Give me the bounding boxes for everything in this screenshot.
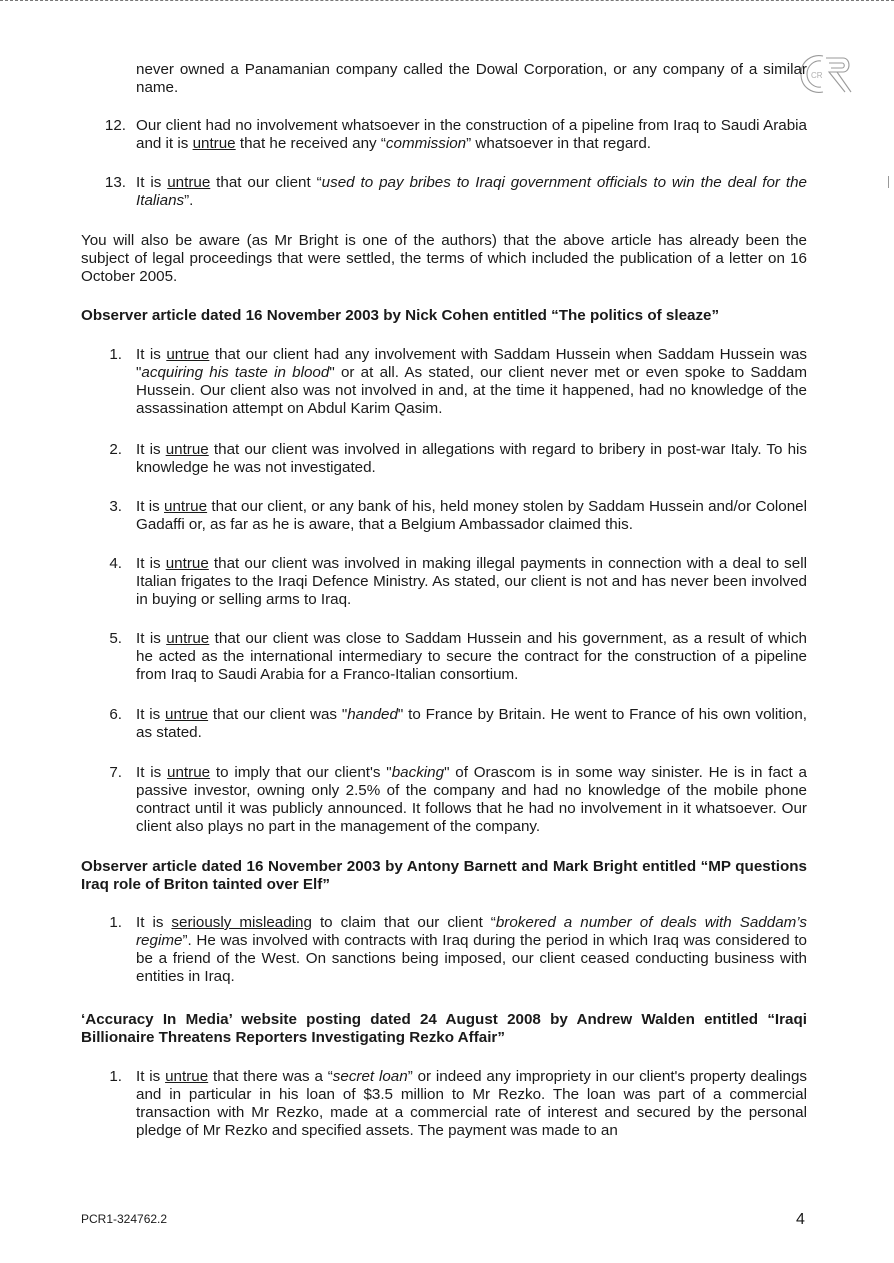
underlined-text: untrue <box>167 174 211 191</box>
text-run: " or at all. As stated, our client never met or even spoke to Saddam Hussein. Our client also was not involved in and, at the time it happened, had no knowledge of the assassination attempt on Abdul Karim Qasim. <box>136 364 807 417</box>
settlement-paragraph: You will also be aware (as Mr Bright is one of the authors) that the above article has already been the subject of legal proceedings that were settled, the terms of which included the publication of a letter on 16 October 2005. <box>81 232 807 285</box>
text-run: ” whatsoever in that regard. <box>466 135 651 152</box>
underlined-text: untrue <box>166 346 210 363</box>
s1-item-6-text <box>136 706 807 742</box>
intro-item-13-number: 13. <box>104 174 126 191</box>
s3-item-1-text <box>136 1068 807 1140</box>
s1-item-7-text <box>136 764 807 836</box>
s1-item-5-number: 5. <box>109 630 122 647</box>
text-run: It is <box>136 764 168 781</box>
section-heading-accuracy-in-media: ‘Accuracy In Media’ website posting dated 24 August 2008 by Andrew Walden entitled “Iraqi Billionaire Threatens Reporters Investigating Rezko Affair” <box>81 1011 807 1046</box>
page-number: 4 <box>796 1211 805 1228</box>
italic-quote: brokered a number of deals with Saddam’s regime <box>136 914 807 949</box>
underlined-text: untrue <box>165 555 209 572</box>
underlined-text: untrue <box>192 135 236 152</box>
text-run: that our client “ <box>210 174 322 191</box>
s1-item-1-text <box>136 346 807 418</box>
s2-item-1-number: 1. <box>109 914 122 931</box>
text-run: ”. <box>184 192 194 209</box>
italic-quote: used to pay bribes to Iraqi government officials to win the deal for the Italians <box>136 174 807 209</box>
underlined-text: untrue <box>164 498 208 515</box>
text-run: " to France by Britain. He went to France of his own volition, as stated. <box>136 706 807 741</box>
text-run: It is <box>136 914 172 931</box>
text-run: It is <box>136 706 166 723</box>
underlined-text: untrue <box>167 764 211 781</box>
text-run: never owned a Panamanian company called the Dowal Corporation, or any company of a similar name. <box>136 61 807 96</box>
s1-item-5-text <box>136 630 807 684</box>
s1-item-4-text <box>136 555 807 609</box>
text-run: " of Orascom is in some way sinister. He is in fact a passive investor, owning only 2.5% of the company and had no knowledge of the mobile phone contract until it was publicly announced. It follows that he had no involvement in it whatsoever. Our client also plays no part in the management of the company. <box>136 764 807 835</box>
underlined-text: untrue <box>165 1068 209 1085</box>
underlined-text: seriously misleading <box>171 914 312 931</box>
document-reference: PCR1-324762.2 <box>81 1212 168 1226</box>
s1-item-3-text <box>136 498 807 534</box>
italic-quote: handed <box>347 706 398 723</box>
text-run: that our client was close to Saddam Hussein and his government, as a result of which he acted as the international intermediary to secure the contract for the construction of a pipeline from Iraq to Saudi Arabia for a Franco-Italian consortium. <box>136 630 807 683</box>
intro-item-13-text <box>136 174 807 210</box>
intro-item-continued <box>136 61 807 97</box>
text-run: that our client was involved in allegations with regard to bribery in post-war Italy. To his knowledge he was not investigated. <box>136 441 807 476</box>
text-run: that he received any “ <box>235 135 386 152</box>
text-run: to imply that our client's " <box>210 764 392 781</box>
section-heading-nick-cohen: Observer article dated 16 November 2003 by Nick Cohen entitled “The politics of sleaze” <box>81 307 720 324</box>
italic-quote: secret loan <box>332 1068 408 1085</box>
text-run: It is <box>136 498 165 515</box>
text-run: ” or indeed any impropriety in our client's property dealings and in particular in his loan of $3.5 million to Mr Rezko. The loan was part of a commercial transaction with Mr Rezko, made at a commercial rate of interest and secured by the personal pledge of Mr Rezko and specified assets. The payment was made to an <box>136 1068 807 1139</box>
s1-item-4-number: 4. <box>109 555 122 572</box>
s1-item-3-number: 3. <box>109 498 122 515</box>
text-run: to claim that our client “ <box>311 914 496 931</box>
s1-item-1-number: 1. <box>109 346 122 363</box>
italic-quote: commission <box>385 135 467 152</box>
text-run: It is <box>136 1068 166 1085</box>
s1-item-2-number: 2. <box>109 441 122 458</box>
italic-quote: backing <box>391 764 445 781</box>
margin-mark <box>888 176 889 188</box>
text-run: that there was a “ <box>208 1068 333 1085</box>
intro-item-12-text <box>136 117 807 153</box>
text-run: that our client had any involvement with Saddam Hussein when Saddam Hussein was " <box>136 346 807 381</box>
s1-item-7-number: 7. <box>109 764 122 781</box>
italic-quote: acquiring his taste in blood <box>141 364 330 381</box>
s1-item-6-number: 6. <box>109 706 122 723</box>
text-run: It is <box>136 174 168 191</box>
text-run: that our client was " <box>208 706 348 723</box>
text-run: ”. He was involved with contracts with Iraq during the period in which Iraq was considered to be a friend of the West. On sanctions being imposed, our client ceased conducting business with entities in Iraq. <box>136 932 807 985</box>
text-run: that our client was involved in making illegal payments in connection with a deal to sell Italian frigates to the Iraqi Defence Ministry. As stated, our client is not and has never been involved in buying or selling arms to Iraq. <box>136 555 807 608</box>
s2-item-1-text <box>136 914 807 986</box>
s1-item-2-text <box>136 441 807 477</box>
text-run: that our client, or any bank of his, held money stolen by Saddam Hussein and/or Colonel Gadaffi or, as far as he is aware, that a Belgium Ambassador claimed this. <box>136 498 807 533</box>
text-run: It is <box>136 441 166 458</box>
intro-item-12-number: 12. <box>104 117 126 134</box>
underlined-text: untrue <box>165 441 209 458</box>
underlined-text: untrue <box>166 630 210 647</box>
text-run: It is <box>136 346 167 363</box>
text-run: Our client had no involvement whatsoever in the construction of a pipeline from Iraq to Saudi Arabia and it is <box>136 117 807 152</box>
stamp-letters: CR <box>811 71 823 80</box>
underlined-text: untrue <box>165 706 209 723</box>
text-run: It is <box>136 555 166 572</box>
text-run: It is <box>136 630 167 647</box>
section-heading-barnett-bright: Observer article dated 16 November 2003 by Antony Barnett and Mark Bright entitled “MP questions Iraq role of Briton tainted over Elf” <box>81 858 807 893</box>
s3-item-1-number: 1. <box>109 1068 122 1085</box>
